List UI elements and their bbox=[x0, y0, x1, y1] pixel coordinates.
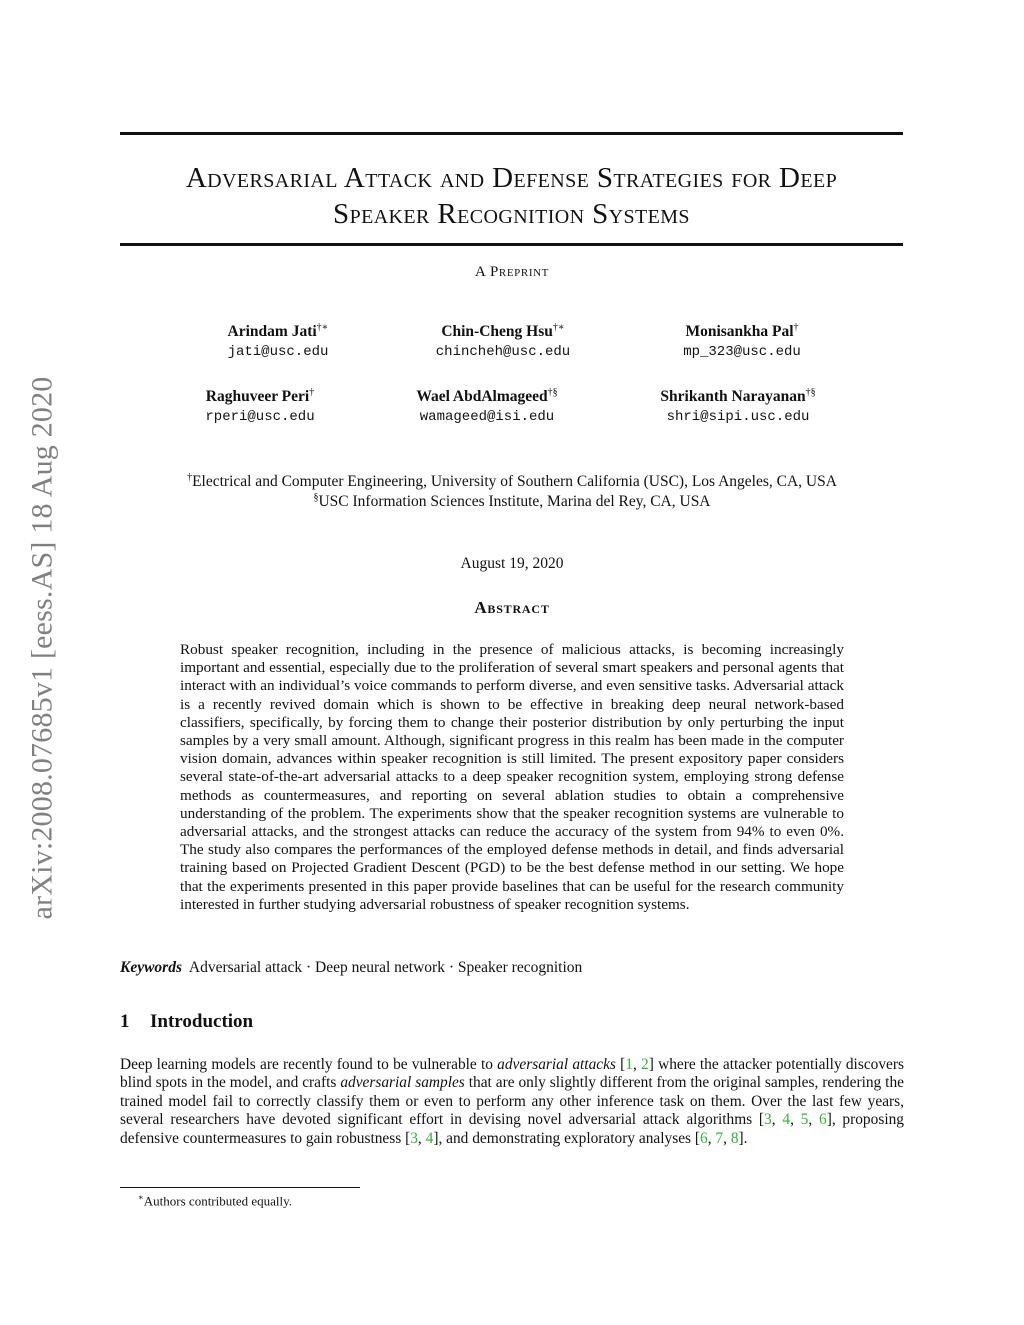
citation-link[interactable]: 6 bbox=[818, 1111, 827, 1129]
title-line-1: Adversarial Attack and Defense Strategies for Deep bbox=[185, 162, 838, 194]
author-email[interactable]: rperi@usc.edu bbox=[205, 409, 315, 426]
author-block bbox=[158, 318, 398, 362]
arxiv-id: arXiv:2008.07685v1 [eess.AS] 18 Aug 2020 bbox=[25, 376, 58, 920]
author-block bbox=[383, 318, 623, 362]
author-block bbox=[140, 383, 380, 427]
intro-paragraph: Deep learning models are recently found to be vulnerable to adversarial attacks [1, 2] where the attacker potentially discovers blind spots in the model, and crafts adversarial samples that are only slightly different from the original samples, rendering the trained model fail to correctly classify them or even to perform any other inference task on them. Over the last few years, several researchers have devoted significant effort in devising novel adversarial attack algorithms [3, 4, 5, 6], proposing defensive countermeasures to gain robustness [3, 4], and demonstrating exploratory analyses [6, 7, 8]. bbox=[120, 1056, 904, 1147]
citation-link[interactable]: 6 bbox=[700, 1129, 708, 1147]
affiliation: †Electrical and Computer Engineering, University of Southern California (USC), Los Angeles, CA, USA bbox=[187, 472, 837, 491]
author-block bbox=[618, 383, 858, 427]
citation-link[interactable]: 5 bbox=[800, 1111, 809, 1129]
citation-link[interactable]: 3 bbox=[410, 1129, 418, 1147]
section-title: Introduction bbox=[150, 1011, 254, 1032]
author-marks: †§ bbox=[547, 387, 558, 398]
affiliation-mark: † bbox=[187, 472, 193, 483]
author-email[interactable]: jati@usc.edu bbox=[227, 344, 329, 361]
author-name: Wael AbdAlmageed†§ bbox=[416, 387, 558, 406]
keywords-label: Keywords bbox=[120, 959, 182, 976]
affiliation-mark: § bbox=[313, 492, 319, 503]
paper-date: August 19, 2020 bbox=[460, 555, 564, 572]
section-heading bbox=[120, 1011, 253, 1033]
keywords bbox=[120, 959, 903, 977]
author-name: Shrikanth Narayanan†§ bbox=[660, 387, 816, 406]
author-marks: †∗ bbox=[552, 322, 565, 333]
citation-link[interactable]: 8 bbox=[730, 1129, 739, 1147]
section-number: 1 bbox=[120, 1011, 130, 1032]
arxiv-stamp bbox=[16, 338, 68, 958]
citation-link[interactable]: 7 bbox=[715, 1129, 724, 1147]
title-line-2: Speaker Recognition Systems bbox=[333, 198, 690, 230]
affiliation: §USC Information Sciences Institute, Marina del Rey, CA, USA bbox=[313, 492, 711, 511]
author-name: Chin-Cheng Hsu†∗ bbox=[441, 322, 565, 341]
citation-link[interactable]: 1 bbox=[625, 1056, 633, 1073]
footnote bbox=[138, 1192, 292, 1209]
author-email[interactable]: mp_323@usc.edu bbox=[683, 344, 801, 361]
preprint-label: A Preprint bbox=[475, 264, 549, 280]
author-name: Arindam Jati†∗ bbox=[227, 322, 329, 341]
abstract-body: Robust speaker recognition, including in the presence of malicious attacks, is becoming increasingly important and essential, especially due to the proliferation of several smart speakers and personal agents that interact with an individual’s voice commands to perform diverse, and even sensitive tasks. Adversarial attack is a recently revived domain which is shown to be effective in breaking deep neural network-based classifiers, specifically, by forcing them to change their posterior distribution by only perturbing the input samples by a very small amount. Although, significant progress in this realm has been made in the computer vision domain, advances within speaker recognition is still limited. The present expository paper considers several state-of-the-art adversarial attacks to a deep speaker recognition system, employing strong defense methods as countermeasures, and reporting on several ablation studies to obtain a comprehensive understanding of the problem. The experiments show that the speaker recognition systems are vulnerable to adversarial attacks, and the strongest attacks can reduce the accuracy of the system from 94% to even 0%. The study also compares the performances of the employed defense methods in detail, and finds adversarial training based on Projected Gradient Descent (PGD) to be the best defense method in our setting. We hope that the experiments presented in this paper provide baselines that can be useful for the research community interested in further studying adversarial robustness of speaker recognition systems. bbox=[180, 641, 844, 913]
footnote-mark: ∗ bbox=[138, 1192, 144, 1202]
citation-link[interactable]: 2 bbox=[641, 1056, 649, 1073]
author-block bbox=[622, 318, 862, 362]
author-name: Monisankha Pal† bbox=[685, 322, 799, 341]
footnote-text: Authors contributed equally. bbox=[143, 1193, 293, 1209]
citation-link[interactable]: 4 bbox=[782, 1111, 791, 1129]
author-marks: † bbox=[793, 322, 799, 333]
footnote-rule bbox=[120, 1187, 360, 1188]
author-marks: † bbox=[309, 387, 315, 398]
author-name: Raghuveer Peri† bbox=[205, 387, 315, 406]
author-marks: †∗ bbox=[316, 322, 329, 333]
abstract-heading: Abstract bbox=[474, 598, 550, 617]
author-email[interactable]: wamageed@isi.edu bbox=[419, 409, 555, 426]
author-marks: †§ bbox=[805, 387, 816, 398]
title-bottom-rule bbox=[120, 243, 903, 246]
keywords-text: Adversarial attack · Deep neural network · Speaker recognition bbox=[188, 959, 583, 976]
paper-title bbox=[110, 160, 913, 232]
author-email[interactable]: chincheh@usc.edu bbox=[435, 344, 571, 361]
author-email[interactable]: shri@sipi.usc.edu bbox=[666, 409, 810, 426]
citation-link[interactable]: 4 bbox=[425, 1129, 434, 1147]
title-top-rule bbox=[120, 132, 903, 135]
author-block bbox=[367, 383, 607, 427]
citation-link[interactable]: 3 bbox=[764, 1111, 772, 1129]
